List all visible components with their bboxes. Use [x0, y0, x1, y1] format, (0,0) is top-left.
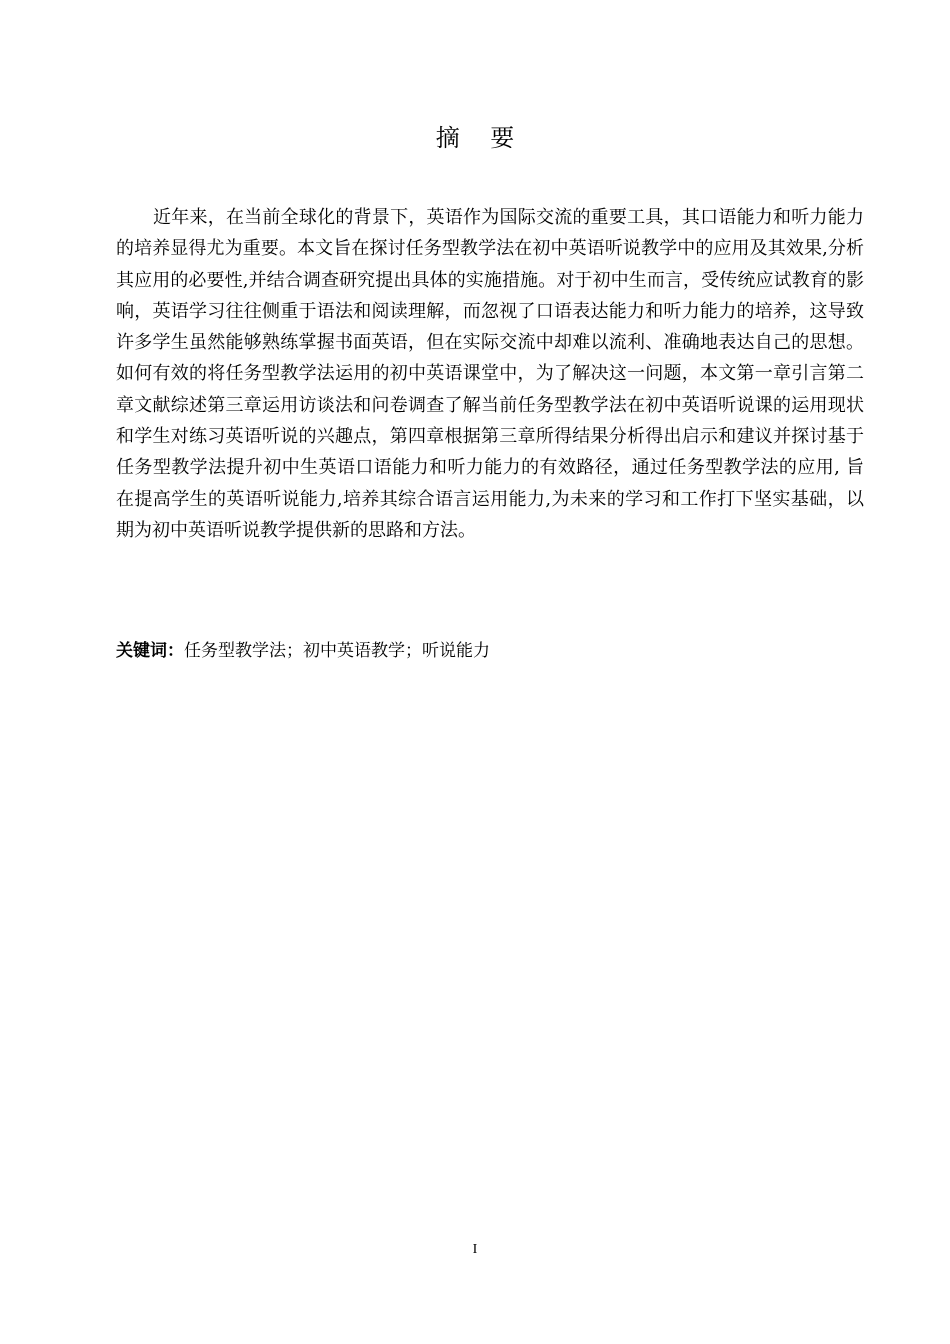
keywords-text: 任务型教学法；初中英语教学；听说能力	[184, 641, 490, 661]
page-number: I	[472, 1242, 478, 1257]
keywords-line	[116, 637, 864, 665]
keywords-label: 关键词：	[116, 641, 184, 661]
abstract-paragraph: 近年来，在当前全球化的背景下，英语作为国际交流的重要工具，其口语能力和听力能力的培养显得尤为重要。本文旨在探讨任务型教学法在初中英语听说教学中的应用及其效果,分析其应用的必要性,并结合调查研究提出具体的实施措施。对于初中生而言，受传统应试教育的影响，英语学习往往侧重于语法和阅读理解，而忽视了口语表达能力和听力能力的培养，这导致许多学生虽然能够熟练掌握书面英语，但在实际交流中却难以流利、准确地表达自己的思想。如何有效的将任务型教学法运用的初中英语课堂中，为了解决这一问题，本文第一章引言第二章文献综述第三章运用访谈法和问卷调查了解当前任务型教学法在初中英语听说课的运用现状和学生对练习英语听说的兴趣点，第四章根据第三章所得结果分析得出启示和建议并探讨基于任务型教学法提升初中生英语口语能力和听力能力的有效路径，通过任务型教学法的应用, 旨在提高学生的英语听说能力,培养其综合语言运用能力,为未来的学习和工作打下坚实基础，以期为初中英语听说教学提供新的思路和方法。	[116, 207, 864, 541]
abstract-title: 摘 要	[435, 124, 515, 152]
